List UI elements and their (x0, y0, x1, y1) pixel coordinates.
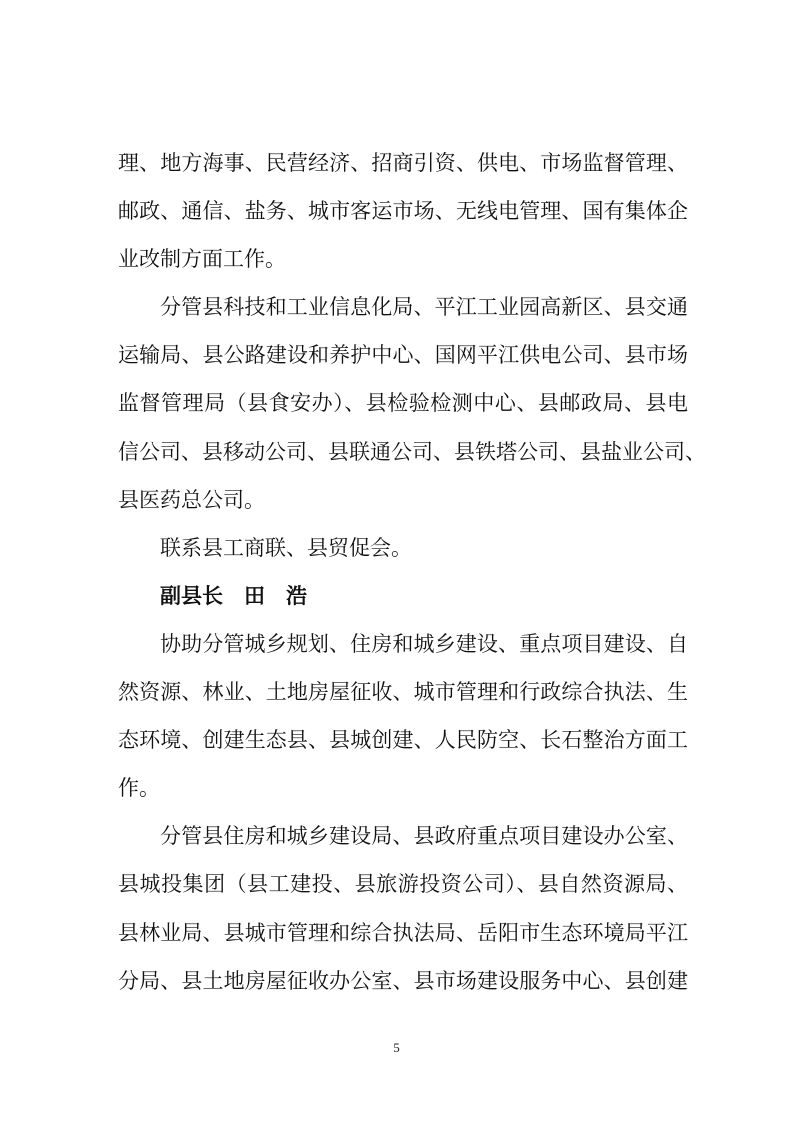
paragraph-line: 理、地方海事、民营经济、招商引资、供电、市场监督管理、 (118, 151, 688, 175)
document-body (118, 139, 706, 1005)
paragraph-line: 态环境、创建生态县、县城创建、人民防空、长石整治方面工 (118, 728, 688, 753)
section-heading: 副县长 田 浩 (160, 583, 307, 608)
paragraph-line: 县城投集团（县工建投、县旅游投资公司）、县自然资源局、 (118, 872, 688, 897)
paragraph-line: 作。 (118, 776, 160, 801)
paragraph-line: 县医药总公司。 (118, 487, 265, 512)
paragraph-line: 分局、县土地房屋征收办公室、县市场建设服务中心、县创建 (118, 968, 688, 993)
paragraph-line: 监督管理局（县食安办）、县检验检测中心、县邮政局、县电 (118, 391, 688, 416)
paragraph-line: 县林业局、县城市管理和综合执法局、岳阳市生态环境局平江 (118, 920, 688, 945)
paragraph-line: 协助分管城乡规划、住房和城乡建设、重点项目建设、自 (160, 631, 688, 656)
paragraph-line: 邮政、通信、盐务、城市客运市场、无线电管理、国有集体企 (118, 199, 688, 224)
paragraph-line: 运输局、县公路建设和养护中心、国网平江供电公司、县市场 (118, 343, 688, 368)
page-number: 5 (393, 1040, 400, 1055)
paragraph-line: 联系县工商联、县贸促会。 (160, 535, 412, 560)
paragraph-line: 信公司、县移动公司、县联通公司、县铁塔公司、县盐业公司、 (118, 439, 706, 464)
paragraph-line: 分管县住房和城乡建设局、县政府重点项目建设办公室、 (160, 824, 688, 849)
paragraph-line: 然资源、林业、土地房屋征收、城市管理和行政综合执法、生 (118, 680, 688, 705)
paragraph-line: 业改制方面工作。 (118, 247, 286, 272)
paragraph-line: 分管县科技和工业信息化局、平江工业园高新区、县交通 (160, 295, 688, 320)
